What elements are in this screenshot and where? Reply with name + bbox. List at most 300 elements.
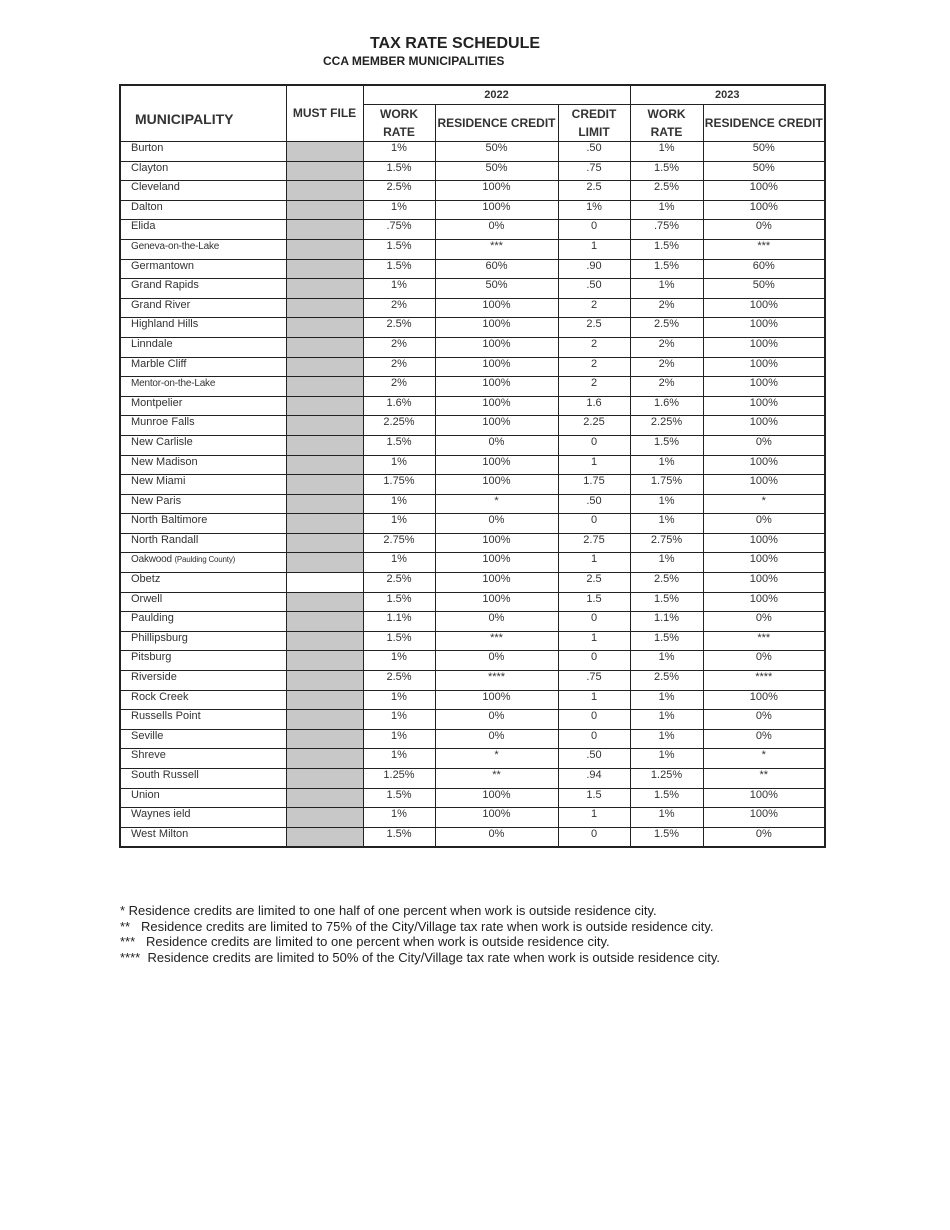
- residence-credit-2022: 0%: [435, 220, 558, 240]
- residence-credit-2022: 60%: [435, 259, 558, 279]
- residence-credit-2023: 60%: [703, 259, 825, 279]
- residence-credit-2023: 100%: [703, 533, 825, 553]
- credit-limit-2022: 2: [558, 298, 630, 318]
- header-must-file: MUST FILE: [286, 85, 363, 142]
- residence-credit-2023: **: [703, 769, 825, 789]
- residence-credit-2023: 100%: [703, 200, 825, 220]
- work-rate-2022: 2.5%: [363, 573, 435, 593]
- residence-credit-2023: 0%: [703, 651, 825, 671]
- page-title: TAX RATE SCHEDULE: [369, 35, 541, 52]
- municipality-label: Cleveland: [131, 181, 180, 194]
- municipality-name: [120, 396, 286, 416]
- table-row: [120, 142, 825, 162]
- municipality-label: Waynes ield: [131, 808, 191, 821]
- residence-credit-2023: 100%: [703, 553, 825, 573]
- work-rate-2022: 1.5%: [363, 631, 435, 651]
- table-row: [120, 710, 825, 730]
- work-rate-2023: 1%: [630, 553, 703, 573]
- credit-limit-2022: .75: [558, 161, 630, 181]
- table-row: [120, 749, 825, 769]
- credit-limit-2022: 2: [558, 337, 630, 357]
- residence-credit-2023: 100%: [703, 475, 825, 495]
- residence-credit-2023: ****: [703, 671, 825, 691]
- work-rate-2023: 1%: [630, 651, 703, 671]
- work-rate-2023: 2%: [630, 377, 703, 397]
- work-rate-2022: 1.75%: [363, 475, 435, 495]
- residence-credit-2023: 50%: [703, 279, 825, 299]
- credit-limit-2022: 2: [558, 377, 630, 397]
- municipality-label: Riverside: [131, 671, 177, 684]
- work-rate-2023: 1%: [630, 279, 703, 299]
- municipality-label: Munroe Falls: [131, 416, 195, 429]
- must-file-cell: [286, 161, 363, 181]
- residence-credit-2022: **: [435, 769, 558, 789]
- must-file-cell: [286, 827, 363, 847]
- must-file-cell: [286, 710, 363, 730]
- table-row: [120, 416, 825, 436]
- work-rate-2023: 2.5%: [630, 573, 703, 593]
- municipality-note: (Paulding County): [174, 555, 236, 565]
- residence-credit-2023: 100%: [703, 181, 825, 201]
- table-row: [120, 769, 825, 789]
- residence-credit-2023: 50%: [703, 161, 825, 181]
- residence-credit-2022: 100%: [435, 455, 558, 475]
- municipality-label: Linndale: [131, 337, 173, 350]
- credit-limit-2022: 2: [558, 357, 630, 377]
- must-file-cell: [286, 200, 363, 220]
- footnote: *** Residence credits are limited to one percent when work is outside residence city.: [120, 934, 610, 950]
- credit-limit-2022: 1: [558, 690, 630, 710]
- credit-limit-2022: 2.5: [558, 573, 630, 593]
- work-rate-2022: 1.5%: [363, 592, 435, 612]
- credit-limit-2022: 0: [558, 651, 630, 671]
- residence-credit-2023: 0%: [703, 514, 825, 534]
- work-rate-2023: .75%: [630, 220, 703, 240]
- municipality-label: Burton: [131, 142, 164, 154]
- municipality-label: Montpelier: [131, 396, 183, 409]
- municipality-label: Orwell: [131, 592, 163, 605]
- residence-credit-2022: 100%: [435, 475, 558, 495]
- footnote: * Residence credits are limited to one half of one percent when work is outside residence city.: [120, 903, 657, 918]
- work-rate-2023: 2.5%: [630, 318, 703, 338]
- table-row: [120, 827, 825, 847]
- work-rate-2023: 1.5%: [630, 592, 703, 612]
- credit-limit-2022: .75: [558, 671, 630, 691]
- credit-limit-2022: 0: [558, 710, 630, 730]
- municipality-label: North Randall: [131, 533, 199, 546]
- table-row: [120, 690, 825, 710]
- residence-credit-2023: 0%: [703, 710, 825, 730]
- residence-credit-2023: 100%: [703, 592, 825, 612]
- municipality-name: [120, 357, 286, 377]
- municipality-label: Dalton: [131, 200, 163, 213]
- residence-credit-2023: 50%: [703, 142, 825, 162]
- work-rate-2023: 1.5%: [630, 239, 703, 259]
- must-file-cell: [286, 279, 363, 299]
- must-file-cell: [286, 239, 363, 259]
- table-row: [120, 651, 825, 671]
- credit-limit-2022: 2.75: [558, 533, 630, 553]
- header-credit-limit-2022: CREDIT LIMIT: [558, 105, 630, 142]
- municipality-label: Rock Creek: [131, 690, 189, 703]
- table-body: [120, 142, 825, 848]
- must-file-cell: [286, 475, 363, 495]
- residence-credit-2022: 100%: [435, 533, 558, 553]
- work-rate-2022: .75%: [363, 220, 435, 240]
- residence-credit-2022: 100%: [435, 553, 558, 573]
- work-rate-2022: 1.5%: [363, 788, 435, 808]
- residence-credit-2022: 0%: [435, 729, 558, 749]
- work-rate-2022: 1%: [363, 455, 435, 475]
- credit-limit-2022: .90: [558, 259, 630, 279]
- municipality-label: Paulding: [131, 612, 174, 625]
- must-file-cell: [286, 553, 363, 573]
- header-residence-credit-2023: RESIDENCE CREDIT: [703, 105, 825, 142]
- work-rate-2022: 2.5%: [363, 318, 435, 338]
- work-rate-2022: 2.5%: [363, 181, 435, 201]
- residence-credit-2022: 0%: [435, 435, 558, 455]
- work-rate-2022: 2.75%: [363, 533, 435, 553]
- credit-limit-2022: 1: [558, 239, 630, 259]
- municipality-name: [120, 220, 286, 240]
- municipality-label: New Madison: [131, 455, 198, 468]
- table-row: [120, 337, 825, 357]
- credit-limit-2022: 2.5: [558, 318, 630, 338]
- work-rate-2022: 1.1%: [363, 612, 435, 632]
- work-rate-2022: 1%: [363, 494, 435, 514]
- must-file-cell: [286, 435, 363, 455]
- residence-credit-2022: 100%: [435, 181, 558, 201]
- municipality-name: [120, 769, 286, 789]
- municipality-name: [120, 161, 286, 181]
- work-rate-2023: 1%: [630, 710, 703, 730]
- residence-credit-2023: 0%: [703, 435, 825, 455]
- residence-credit-2023: 100%: [703, 690, 825, 710]
- municipality-name: [120, 573, 286, 593]
- residence-credit-2022: 100%: [435, 337, 558, 357]
- municipality-name: [120, 592, 286, 612]
- residence-credit-2022: 100%: [435, 200, 558, 220]
- work-rate-2022: 1.5%: [363, 435, 435, 455]
- work-rate-2022: 1.6%: [363, 396, 435, 416]
- residence-credit-2022: ***: [435, 631, 558, 651]
- work-rate-2022: 1%: [363, 808, 435, 828]
- municipality-label: Phillipsburg: [131, 631, 188, 644]
- work-rate-2023: 1%: [630, 729, 703, 749]
- municipality-label: Germantown: [131, 259, 194, 272]
- work-rate-2023: 1%: [630, 690, 703, 710]
- work-rate-2022: 1.5%: [363, 161, 435, 181]
- municipality-name: [120, 651, 286, 671]
- work-rate-2023: 2%: [630, 298, 703, 318]
- work-rate-2022: 1%: [363, 553, 435, 573]
- residence-credit-2022: 100%: [435, 416, 558, 436]
- residence-credit-2022: 0%: [435, 612, 558, 632]
- municipality-name: [120, 435, 286, 455]
- work-rate-2022: 1%: [363, 651, 435, 671]
- must-file-cell: [286, 631, 363, 651]
- residence-credit-2022: 100%: [435, 592, 558, 612]
- municipality-name: [120, 337, 286, 357]
- residence-credit-2022: 0%: [435, 710, 558, 730]
- work-rate-2023: 1.5%: [630, 161, 703, 181]
- municipality-name: [120, 533, 286, 553]
- residence-credit-2022: 0%: [435, 827, 558, 847]
- residence-credit-2023: 0%: [703, 220, 825, 240]
- credit-limit-2022: .50: [558, 494, 630, 514]
- header-work-rate-2022: WORK RATE: [363, 105, 435, 142]
- table-row: [120, 396, 825, 416]
- residence-credit-2023: 100%: [703, 573, 825, 593]
- residence-credit-2023: ***: [703, 239, 825, 259]
- work-rate-2022: 1.5%: [363, 239, 435, 259]
- table-row: [120, 592, 825, 612]
- must-file-cell: [286, 337, 363, 357]
- municipality-name: [120, 710, 286, 730]
- credit-limit-2022: 2.25: [558, 416, 630, 436]
- work-rate-2022: 1%: [363, 279, 435, 299]
- residence-credit-2023: *: [703, 749, 825, 769]
- municipality-name: [120, 788, 286, 808]
- municipality-label: Geneva-on-the-Lake: [131, 240, 220, 252]
- must-file-cell: [286, 612, 363, 632]
- work-rate-2023: 2%: [630, 337, 703, 357]
- credit-limit-2022: 0: [558, 612, 630, 632]
- work-rate-2023: 2.5%: [630, 181, 703, 201]
- credit-limit-2022: 1.6: [558, 396, 630, 416]
- credit-limit-2022: 0: [558, 435, 630, 455]
- credit-limit-2022: 1: [558, 553, 630, 573]
- must-file-cell: [286, 651, 363, 671]
- must-file-cell: [286, 259, 363, 279]
- table-row: [120, 455, 825, 475]
- municipality-label: Grand Rapids: [131, 279, 199, 292]
- table-row: [120, 200, 825, 220]
- credit-limit-2022: 0: [558, 729, 630, 749]
- residence-credit-2022: ***: [435, 239, 558, 259]
- municipality-name: [120, 671, 286, 691]
- work-rate-2023: 1%: [630, 749, 703, 769]
- work-rate-2023: 1.5%: [630, 827, 703, 847]
- table-row: [120, 514, 825, 534]
- work-rate-2023: 1.5%: [630, 435, 703, 455]
- credit-limit-2022: 1: [558, 631, 630, 651]
- municipality-label: Marble Cliff: [131, 357, 187, 370]
- table-row: [120, 494, 825, 514]
- must-file-cell: [286, 142, 363, 162]
- work-rate-2022: 2%: [363, 298, 435, 318]
- credit-limit-2022: 1: [558, 808, 630, 828]
- work-rate-2022: 1%: [363, 514, 435, 534]
- table-row: [120, 298, 825, 318]
- must-file-cell: [286, 298, 363, 318]
- must-file-cell: [286, 318, 363, 338]
- work-rate-2022: 1%: [363, 749, 435, 769]
- municipality-label: Russells Point: [131, 710, 201, 723]
- municipality-label: Obetz: [131, 573, 161, 586]
- residence-credit-2023: 0%: [703, 612, 825, 632]
- header-municipality: MUNICIPALITY: [120, 85, 286, 142]
- residence-credit-2022: 100%: [435, 396, 558, 416]
- work-rate-2022: 2%: [363, 337, 435, 357]
- work-rate-2023: 1.6%: [630, 396, 703, 416]
- must-file-cell: [286, 377, 363, 397]
- footnote: **** Residence credits are limited to 50% of the City/Village tax rate when work is outside residence city.: [120, 949, 720, 965]
- must-file-cell: [286, 220, 363, 240]
- page-subtitle: CCA MEMBER MUNICIPALITIES: [323, 54, 505, 68]
- credit-limit-2022: 1: [558, 455, 630, 475]
- footnote: ** Residence credits are limited to 75% of the City/Village tax rate when work is outside residence city.: [120, 918, 714, 934]
- work-rate-2022: 2%: [363, 357, 435, 377]
- municipality-name: [120, 612, 286, 632]
- table-row: [120, 220, 825, 240]
- residence-credit-2022: 100%: [435, 690, 558, 710]
- residence-credit-2022: 50%: [435, 161, 558, 181]
- residence-credit-2023: *: [703, 494, 825, 514]
- municipality-label: North Baltimore: [131, 514, 208, 527]
- work-rate-2023: 1.1%: [630, 612, 703, 632]
- municipality-name: [120, 514, 286, 534]
- residence-credit-2022: 50%: [435, 279, 558, 299]
- work-rate-2023: 1%: [630, 514, 703, 534]
- work-rate-2022: 1%: [363, 710, 435, 730]
- residence-credit-2023: ***: [703, 631, 825, 651]
- residence-credit-2023: 100%: [703, 377, 825, 397]
- work-rate-2023: 1.5%: [630, 631, 703, 651]
- work-rate-2023: 1.75%: [630, 475, 703, 495]
- residence-credit-2022: *: [435, 494, 558, 514]
- residence-credit-2023: 100%: [703, 808, 825, 828]
- residence-credit-2023: 100%: [703, 337, 825, 357]
- must-file-cell: [286, 769, 363, 789]
- must-file-cell: [286, 808, 363, 828]
- table-row: [120, 279, 825, 299]
- header-work-rate-2023: WORK RATE: [630, 105, 703, 142]
- footnotes: [120, 903, 720, 965]
- work-rate-2022: 1.5%: [363, 827, 435, 847]
- must-file-cell: [286, 455, 363, 475]
- tax-rate-table: [119, 84, 826, 848]
- municipality-name: [120, 279, 286, 299]
- work-rate-2023: 1%: [630, 142, 703, 162]
- credit-limit-2022: .50: [558, 749, 630, 769]
- municipality-label: Seville: [131, 729, 164, 742]
- work-rate-2023: 1%: [630, 808, 703, 828]
- must-file-cell: [286, 788, 363, 808]
- credit-limit-2022: 1.5: [558, 788, 630, 808]
- municipality-label: Mentor-on-the-Lake: [131, 378, 216, 390]
- must-file-cell: [286, 592, 363, 612]
- work-rate-2022: 1.25%: [363, 769, 435, 789]
- table-row: [120, 671, 825, 691]
- table-row: [120, 435, 825, 455]
- municipality-label: Grand River: [131, 298, 191, 311]
- table-row: [120, 533, 825, 553]
- municipality-name: [120, 729, 286, 749]
- must-file-cell: [286, 671, 363, 691]
- municipality-label: Clayton: [131, 161, 169, 174]
- must-file-cell: [286, 181, 363, 201]
- residence-credit-2023: 100%: [703, 357, 825, 377]
- residence-credit-2022: *: [435, 749, 558, 769]
- work-rate-2022: 1%: [363, 729, 435, 749]
- work-rate-2022: 1.5%: [363, 259, 435, 279]
- municipality-name: [120, 455, 286, 475]
- residence-credit-2022: 100%: [435, 357, 558, 377]
- municipality-label: South Russell: [131, 769, 199, 781]
- residence-credit-2022: 50%: [435, 142, 558, 162]
- table-row: [120, 788, 825, 808]
- work-rate-2022: 2.25%: [363, 416, 435, 436]
- must-file-cell: [286, 416, 363, 436]
- table-row: [120, 259, 825, 279]
- residence-credit-2022: 100%: [435, 808, 558, 828]
- credit-limit-2022: 0: [558, 514, 630, 534]
- municipality-label: Union: [131, 788, 160, 801]
- municipality-name: [120, 259, 286, 279]
- municipality-name: [120, 494, 286, 514]
- municipality-label: Pitsburg: [131, 651, 172, 664]
- must-file-cell: [286, 749, 363, 769]
- must-file-cell: [286, 690, 363, 710]
- table-row: [120, 318, 825, 338]
- must-file-cell: [286, 533, 363, 553]
- municipality-name: [120, 631, 286, 651]
- work-rate-2022: 1%: [363, 690, 435, 710]
- residence-credit-2022: ****: [435, 671, 558, 691]
- must-file-cell: [286, 729, 363, 749]
- residence-credit-2023: 100%: [703, 788, 825, 808]
- municipality-name: [120, 416, 286, 436]
- municipality-name: [120, 239, 286, 259]
- header-year-2023: 2023: [630, 85, 825, 105]
- work-rate-2023: 2.25%: [630, 416, 703, 436]
- municipality-label: New Carlisle: [131, 435, 193, 448]
- work-rate-2023: 2%: [630, 357, 703, 377]
- table-row: [120, 553, 825, 573]
- must-file-cell: [286, 494, 363, 514]
- work-rate-2023: 1%: [630, 494, 703, 514]
- residence-credit-2023: 100%: [703, 318, 825, 338]
- municipality-name: [120, 200, 286, 220]
- table-row: [120, 475, 825, 495]
- work-rate-2023: 1.5%: [630, 259, 703, 279]
- municipality-label: New Miami: [131, 475, 186, 488]
- municipality-name: [120, 298, 286, 318]
- work-rate-2023: 1.5%: [630, 788, 703, 808]
- work-rate-2023: 1%: [630, 200, 703, 220]
- residence-credit-2023: 0%: [703, 729, 825, 749]
- table-row: [120, 729, 825, 749]
- must-file-cell: [286, 396, 363, 416]
- table-row: [120, 612, 825, 632]
- header-residence-credit-2022: RESIDENCE CREDIT: [435, 105, 558, 142]
- credit-limit-2022: .50: [558, 279, 630, 299]
- residence-credit-2023: 100%: [703, 298, 825, 318]
- work-rate-2023: 2.5%: [630, 671, 703, 691]
- municipality-label: New Paris: [131, 494, 182, 507]
- table-row: [120, 573, 825, 593]
- work-rate-2022: 1%: [363, 142, 435, 162]
- table-row: [120, 631, 825, 651]
- table-row: [120, 377, 825, 397]
- table-row: [120, 181, 825, 201]
- header-year-2022: 2022: [363, 85, 630, 105]
- residence-credit-2022: 100%: [435, 377, 558, 397]
- residence-credit-2022: 100%: [435, 788, 558, 808]
- work-rate-2022: 2.5%: [363, 671, 435, 691]
- work-rate-2023: 1.25%: [630, 769, 703, 789]
